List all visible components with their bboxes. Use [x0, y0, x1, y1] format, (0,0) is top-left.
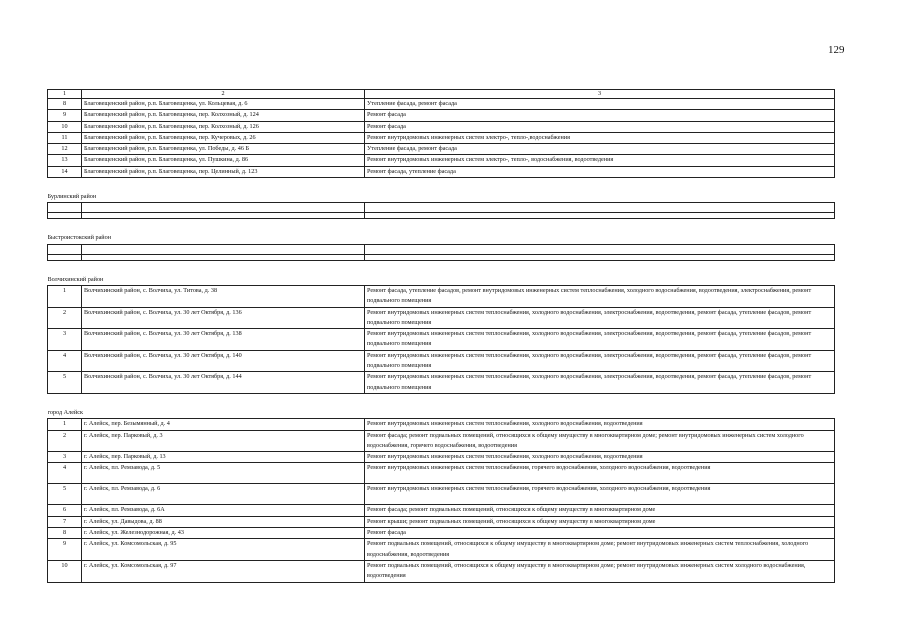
table-row	[48, 155, 835, 166]
table-header	[48, 90, 835, 99]
row-address: Благовещенский район, р.п. Благовещенка, ул. Кольцевая, д. 6	[82, 99, 365, 110]
row-number: 9	[48, 539, 82, 561]
table-row	[48, 452, 835, 463]
row-address: Волчихинский район, с. Волчиха, ул. 30 лет Октября, д. 136	[82, 307, 365, 329]
repair-table	[47, 89, 835, 583]
empty-row	[48, 244, 835, 254]
row-number: 7	[48, 516, 82, 527]
row-number: 14	[48, 166, 82, 177]
row-address: г. Алейск, ул. Комсомольская, д. 97	[82, 560, 365, 582]
row-work: Ремонт фасада, утепление фасадов, ремонт внутридомовых инженерных систем теплоснабжения, холодного водоснабжения, водоотведения, электроснабжения, ремонт подвального помещения	[365, 285, 835, 307]
row-work: Ремонт фасада; ремонт подвальных помещений, относящихся к общему имуществу в многоквартирном доме	[365, 505, 835, 516]
row-address: г. Алейск, пер. Безымянный, д. 4	[82, 419, 365, 430]
section-title: Волчихинский район	[48, 260, 835, 285]
row-work: Ремонт внутридомовых инженерных систем теплоснабжения, холодного водоснабжения, водоотведения	[365, 452, 835, 463]
row-work: Ремонт крыши; ремонт подвальных помещений, относящихся к общему имуществу в многоквартирном доме	[365, 516, 835, 527]
header-col-1: 1	[48, 90, 82, 99]
row-number: 4	[48, 463, 82, 484]
table-row	[48, 285, 835, 307]
header-col-3: 3	[365, 90, 835, 99]
row-number: 5	[48, 372, 82, 394]
row-address: г. Алейск, пер. Парковый, д. 13	[82, 452, 365, 463]
row-address: Благовещенский район, р.п. Благовещенка, пер. Кучеровых, д. 26	[82, 132, 365, 143]
row-number: 10	[48, 560, 82, 582]
row-address: Волчихинский район, с. Волчиха, ул. 30 лет Октября, д. 140	[82, 350, 365, 372]
empty-row	[48, 203, 835, 213]
row-work: Ремонт внутридомовых инженерных систем теплоснабжения, холодного водоснабжения, водоотведения	[365, 419, 835, 430]
row-address: г. Алейск, пер. Парковый, д. 3	[82, 430, 365, 452]
row-work: Ремонт внутридомовых инженерных систем электро-, тепло-,водоснабжения	[365, 132, 835, 143]
table-row	[48, 560, 835, 582]
row-number: 3	[48, 329, 82, 351]
row-number: 10	[48, 121, 82, 132]
section-bystroistoksky	[48, 219, 835, 244]
row-work: Ремонт подвальных помещений, относящихся к общему имуществу в многоквартирном доме; ремонт внутридомовых инженерных систем теплоснабжения, холодного водоснабжения, водоотведения	[365, 539, 835, 561]
header-col-2: 2	[82, 90, 365, 99]
section-title: город Алейск	[48, 393, 835, 418]
row-work: Ремонт внутридомовых инженерных систем теплоснабжения, холодного водоснабжения, электроснабжения, водоотведения, ремонт фасада, утепление фасадов, ремонт подвального помещения	[365, 329, 835, 351]
table-row	[48, 539, 835, 561]
row-work: Ремонт подвальных помещений, относящихся к общему имуществу в многоквартирном доме; ремонт внутридомовых инженерных систем холодного водоснабжения, водоотведения	[365, 560, 835, 582]
table-row	[48, 166, 835, 177]
page-number: 129	[828, 44, 845, 56]
table-row	[48, 528, 835, 539]
table-row	[48, 121, 835, 132]
row-work: Ремонт внутридомовых инженерных систем теплоснабжения, холодного водоснабжения, электроснабжения, водоотведения, ремонт фасада, утепление фасадов, ремонт подвального помещения	[365, 350, 835, 372]
row-address: г. Алейск, ул. Железнодорожная, д. 43	[82, 528, 365, 539]
row-work: Ремонт внутридомовых инженерных систем теплоснабжения, холодного водоснабжения, электроснабжения, водоотведения, ремонт фасада, утепление фасадов, ремонт подвального помещения	[365, 307, 835, 329]
section-volchikhinsky	[48, 260, 835, 285]
row-address: г. Алейск, пл. Ремзавода, д. 6	[82, 484, 365, 505]
row-number: 2	[48, 307, 82, 329]
row-work: Ремонт фасада	[365, 528, 835, 539]
row-work: Ремонт внутридомовых инженерных систем теплоснабжения, горячего водоснабжения, холодного водоснабжения, водоотведения	[365, 484, 835, 505]
row-work: Ремонт фасада; ремонт подвальных помещений, относящихся к общему имуществу в многоквартирном доме; ремонт внутридомовых инженерных систем холодного водоснабжения, горячего водоснабжения, водоотведения	[365, 430, 835, 452]
row-address: г. Алейск, ул. Комсомольская, д. 95	[82, 539, 365, 561]
row-number: 2	[48, 430, 82, 452]
table-row	[48, 307, 835, 329]
table-row	[48, 516, 835, 527]
row-number: 12	[48, 144, 82, 155]
table-row	[48, 463, 835, 484]
row-work: Ремонт внутридомовых инженерных систем теплоснабжения, холодного водоснабжения, электроснабжения, водоотведения, ремонт фасада, утепление фасадов, ремонт подвального помещения	[365, 372, 835, 394]
row-number: 6	[48, 505, 82, 516]
row-address: Благовещенский район, р.п. Благовещенка, пер. Колхозный, д. 126	[82, 121, 365, 132]
row-number: 5	[48, 484, 82, 505]
row-address: г. Алейск, пл. Ремзавода, д. 5	[82, 463, 365, 484]
row-number: 9	[48, 110, 82, 121]
row-number: 1	[48, 419, 82, 430]
row-number: 1	[48, 285, 82, 307]
row-number: 8	[48, 99, 82, 110]
row-address: Волчихинский район, с. Волчиха, ул. Титова, д. 38	[82, 285, 365, 307]
table-row	[48, 419, 835, 430]
table-row	[48, 110, 835, 121]
row-work: Ремонт фасада	[365, 121, 835, 132]
table-row	[48, 505, 835, 516]
table-row	[48, 132, 835, 143]
table-row	[48, 484, 835, 505]
row-work: Утепление фасада, ремонт фасада	[365, 99, 835, 110]
row-number: 4	[48, 350, 82, 372]
table-row	[48, 329, 835, 351]
row-work: Ремонт внутридомовых инженерных систем электро-, тепло-, водоснабжения, водоотведения	[365, 155, 835, 166]
section-title: Быстроистокский район	[48, 219, 835, 244]
table-row	[48, 372, 835, 394]
row-address: Волчихинский район, с. Волчиха, ул. 30 лет Октября, д. 144	[82, 372, 365, 394]
row-address: Благовещенский район, р.п. Благовещенка, пер. Целинный, д. 123	[82, 166, 365, 177]
row-number: 11	[48, 132, 82, 143]
table-row	[48, 430, 835, 452]
table-row	[48, 144, 835, 155]
row-number: 13	[48, 155, 82, 166]
row-work: Ремонт фасада, утепление фасада	[365, 166, 835, 177]
section-burlinsky	[48, 178, 835, 203]
row-work: Ремонт фасада	[365, 110, 835, 121]
row-number: 3	[48, 452, 82, 463]
table-row	[48, 99, 835, 110]
row-address: г. Алейск, пл. Ремзавода, д. 6А	[82, 505, 365, 516]
section-title: Бурлинский район	[48, 178, 835, 203]
row-address: г. Алейск, ул. Давыдова, д. 88	[82, 516, 365, 527]
row-address: Благовещенский район, р.п. Благовещенка, ул. Победы, д. 46 Б	[82, 144, 365, 155]
table-row	[48, 350, 835, 372]
row-work: Утепление фасада, ремонт фасада	[365, 144, 835, 155]
row-number: 8	[48, 528, 82, 539]
section-aleysk	[48, 393, 835, 418]
row-address: Благовещенский район, р.п. Благовещенка, пер. Колхозный, д. 124	[82, 110, 365, 121]
row-address: Волчихинский район, с. Волчиха, ул. 30 лет Октября, д. 138	[82, 329, 365, 351]
row-work: Ремонт внутридомовых инженерных систем теплоснабжения, горячего водоснабжения, холодного водоснабжения, водоотведения	[365, 463, 835, 484]
row-address: Благовещенский район, р.п. Благовещенка, ул. Пушкина, д. 86	[82, 155, 365, 166]
